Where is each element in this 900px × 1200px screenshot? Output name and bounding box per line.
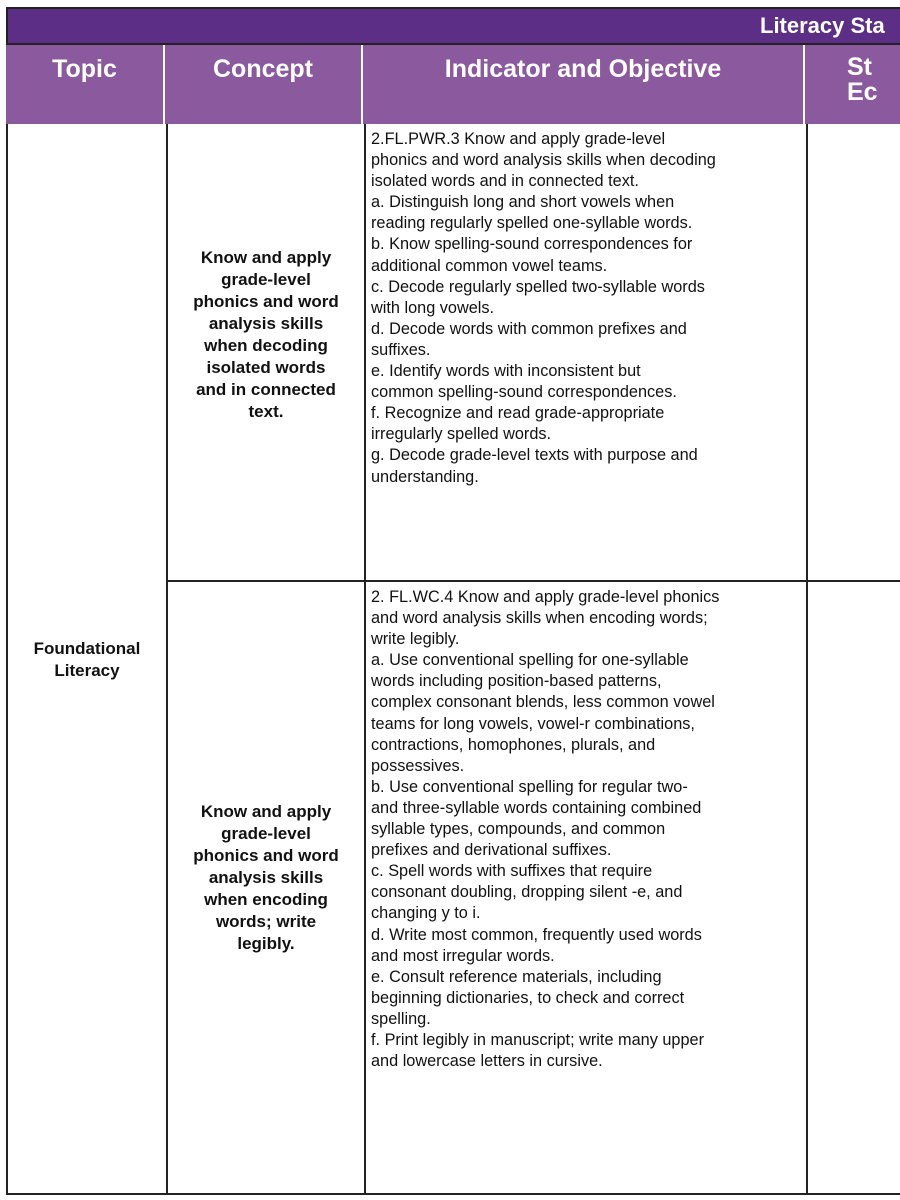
header-student-line1: St <box>847 53 872 81</box>
banner-title: Literacy Sta <box>760 13 885 38</box>
column-divider <box>364 124 366 1193</box>
header-student-line2: Ec <box>847 78 878 106</box>
indicator-cell-decoding: 2.FL.PWR.3 Know and apply grade-level phonics and word analysis skills when decoding isolated words and in connected text. a. Distinguish long and short vowels when reading regularly spelled one-syllable words. b. Know spelling-sound correspondences for additional common vowel teams. c. Decode regularly spelled two-syllable words with long vowels. d. Decode words with common prefixes and suffixes. e. Identify words with inconsistent but common spelling-sound correspondences. f. Recognize and read grade-appropriate irregularly spelled words. g. Decode grade-level texts with purpose and understanding. <box>371 130 716 486</box>
table-body <box>6 124 900 1195</box>
header-topic-label: Topic <box>52 55 117 83</box>
header-student <box>805 45 900 124</box>
indicator-cell-encoding: 2. FL.WC.4 Know and apply grade-level phonics and word analysis skills when encoding words; write legibly. a. Use conventional spelling for one-syllable words including position-based patterns, complex consonant blends, less common vowel teams for long vowels, vowel-r combinations, contractions, homophones, plurals, and possessives. b. Use conventional spelling for regular two- and three-syllable words containing combined syllable types, compounds, and common prefixes and derivational suffixes. c. Spell words with suffixes that require consonant doubling, dropping silent -e, and changing y to i. d. Write most common, frequently used words and most irregular words. e. Consult reference materials, including beginning dictionaries, to check and correct spelling. f. Print legibly in manuscript; write many upper and lowercase letters in cursive. <box>371 588 720 1071</box>
header-concept <box>165 45 363 124</box>
concept-cell-decoding: Know and apply grade-level phonics and word analysis skills when decoding isolated words and in connected text. <box>193 248 339 421</box>
header-indicator <box>363 45 805 124</box>
topic-cell: Foundational Literacy <box>33 639 141 680</box>
standards-table <box>6 7 900 1195</box>
header-topic <box>6 45 165 124</box>
concept-cell-encoding: Know and apply grade-level phonics and word analysis skills when encoding words; write legibly. <box>193 802 339 953</box>
header-indicator-label: Indicator and Objective <box>444 55 722 83</box>
header-concept-label: Concept <box>213 55 313 83</box>
header-student-label <box>847 55 900 105</box>
table-banner <box>6 7 900 45</box>
row-divider <box>166 580 900 582</box>
column-divider <box>806 124 808 1193</box>
